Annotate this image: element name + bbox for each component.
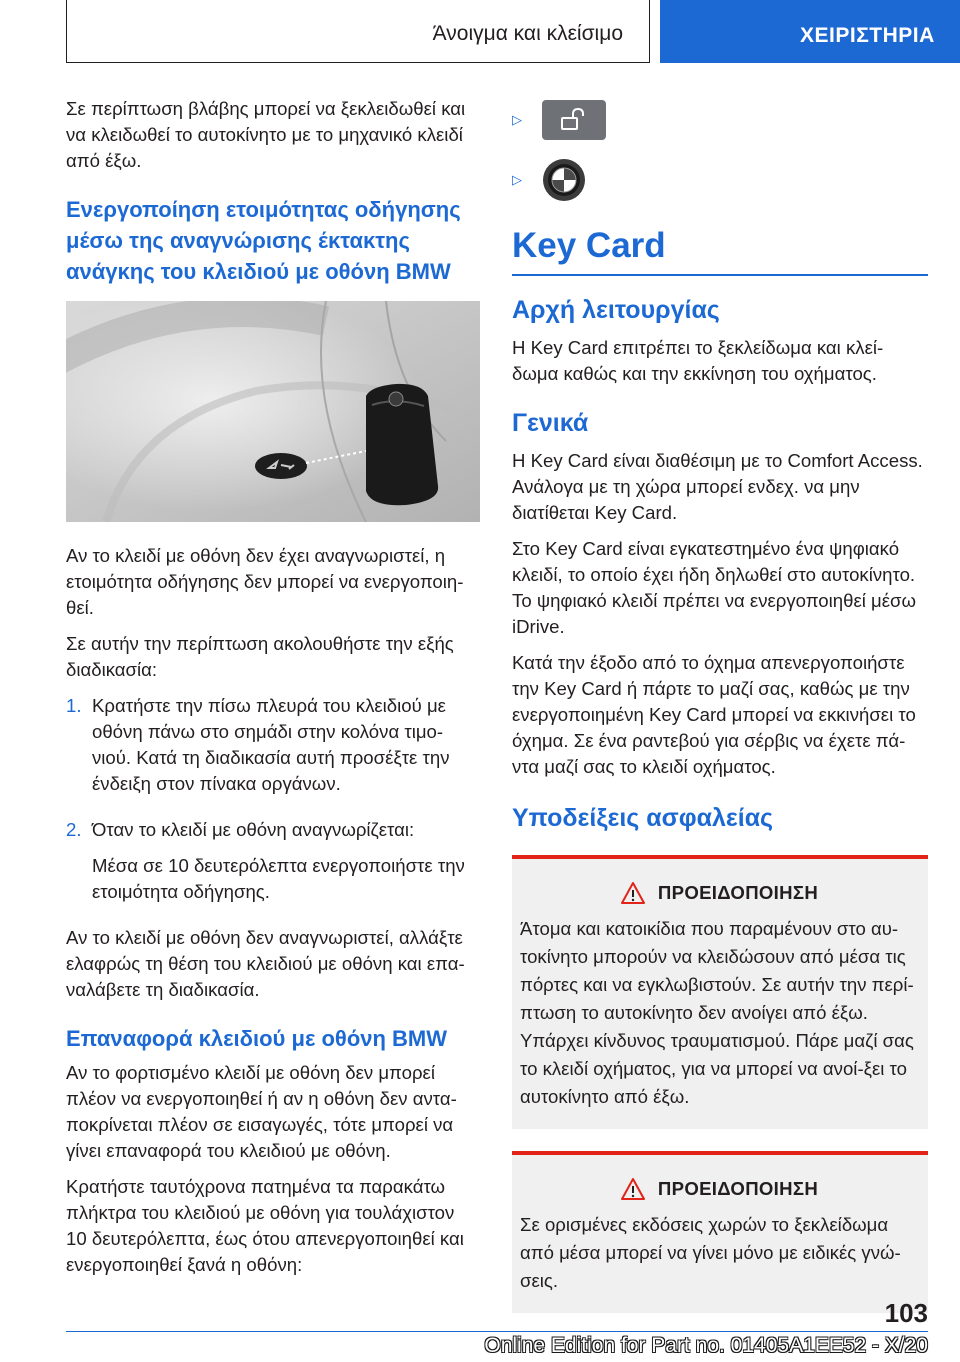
step-text: Κρατήστε την πίσω πλευρά του κλειδιού με οθόνη πάνω στο σημάδι στην κολόνα τιμο-νιού. Κατά τη διαδικασία αυτή προσέξτε την ένδειξη στον πίνακα οργάνων. bbox=[92, 695, 450, 794]
header-section-title: Άνοιγμα και κλείσιμο bbox=[432, 22, 623, 45]
warning-title: ΠΡΟΕΙΔΟΠΟΙΗΣΗ bbox=[657, 881, 819, 903]
header-chapter-tab[interactable] bbox=[660, 0, 960, 63]
step-number: 2. bbox=[66, 819, 82, 840]
steering-column-key-photo bbox=[66, 301, 480, 522]
general-paragraph-3: Κατά την έξοδο από το όχημα απενεργοποιήστε την Key Card ή πάρτε το μαζί σας, καθώς με την ενεργοποιημένη Key Card μπορεί να εκκινήσει το όχημα. Σε ένα ραντεβού για σέρβις να έχετε πά-ντα μαζί σας το κλειδί οχήματος. bbox=[512, 651, 916, 777]
procedure-paragraph: Σε αυτήν την περίπτωση ακολουθήστε την εξής διαδικασία: bbox=[66, 633, 454, 680]
heading-reset: Επαναφορά κλειδιού με οθόνη BMW bbox=[66, 1026, 448, 1051]
triangle-bullet-icon: ▷ bbox=[512, 172, 522, 187]
bmw-logo-icon bbox=[542, 158, 586, 202]
step-subtext: Μέσα σε 10 δευτερόλεπτα ενεργοποιήστε την ετοιμότητα οδήγησης. bbox=[92, 855, 465, 902]
heading-activation: Ενεργοποίηση ετοιμότητας οδήγησης μέσω της αναγνώρισης έκτακτης ανάγκης του κλειδιού με οθόνη BMW bbox=[66, 197, 461, 284]
heading-general: Γενικά bbox=[512, 408, 589, 437]
icon-item-unlock bbox=[512, 96, 928, 144]
warning-text: Άτομα και κατοικίδια που παραμένουν στο αυ-τοκίνητο μπορούν να κλειδώσουν από μέσα τις πόρτες και να εγκλωβιστούν. Σε αυτήν την περί-πτωση το αυτοκίνητο δεν ανοίγει από έξω. Υπάρχει κίνδυνος τραυματισμού. Πάρε μαζί σας το κλειδί οχήματος, για να μπορεί να ανοί-ξει το αυτοκίνητο από έξω. bbox=[520, 917, 914, 1107]
general-paragraph-1: Η Key Card είναι διαθέσιμη με το Comfort Access. Ανάλογα με τη χώρα μπορεί ενδεχ. να μην διατίθεται Key Card. bbox=[512, 449, 923, 523]
footer-divider bbox=[66, 1331, 928, 1332]
heading-divider bbox=[512, 274, 928, 276]
edition-note: Online Edition for Part no. 01405A1EE52 - X/20 bbox=[484, 1334, 928, 1357]
heading-principle: Αρχή λειτουργίας bbox=[512, 295, 720, 324]
step-1 bbox=[66, 693, 480, 807]
header-section-box bbox=[66, 0, 650, 63]
warning-triangle-icon bbox=[620, 881, 646, 905]
retry-paragraph: Αν το κλειδί με οθόνη δεν αναγνωριστεί, αλλάξτε ελαφρώς τη θέση του κλειδιού με οθόνη και επα-ναλάβετε τη διαδικασία. bbox=[66, 927, 465, 1000]
warning-box-2 bbox=[512, 1151, 928, 1313]
step-text: Όταν το κλειδί με οθόνη αναγνωρίζεται: bbox=[92, 819, 415, 840]
warning-triangle-icon bbox=[620, 1177, 646, 1201]
left-column bbox=[66, 96, 480, 1288]
unlock-button-icon bbox=[542, 100, 606, 140]
reset-paragraph-2: Κρατήστε ταυτόχρονα πατημένα τα παρακάτω πλήκτρα του κλειδιού με οθόνη για τουλάχιστον 10 δευτερόλεπτα, έως ότου απενεργοποιηθεί και ενεργοποιηθεί ξανά η οθόνη: bbox=[66, 1176, 464, 1275]
intro-paragraph: Σε περίπτωση βλάβης μπορεί να ξεκλειδωθεί και να κλειδωθεί το αυτοκίνητο με το μηχανικό κλειδί από έξω. bbox=[66, 98, 466, 171]
step-2 bbox=[66, 817, 480, 915]
step-number: 1. bbox=[66, 695, 82, 716]
warning-text: Σε ορισμένες εκδόσεις χωρών το ξεκλείδωμα από μέσα μπορεί να γίνει μόνο με ειδικές γνώ-σεις. bbox=[520, 1213, 901, 1291]
general-paragraph-2: Στο Key Card είναι εγκατεστημένο ένα ψηφιακό κλειδί, το οποίο έχει ήδη δηλωθεί στο αυτοκίνητο. Το ψηφιακό κλειδί πρέπει να ενεργοποιηθεί μέσω iDrive. bbox=[512, 537, 917, 637]
heading-safety: Υποδείξεις ασφαλείας bbox=[512, 803, 774, 832]
heading-key-card: Key Card bbox=[512, 226, 666, 265]
right-column bbox=[512, 96, 928, 1335]
not-recognized-paragraph: Αν το κλειδί με οθόνη δεν έχει αναγνωριστεί, η ετοιμότητα οδήγησης δεν μπορεί να ενεργοποιη-θεί. bbox=[66, 545, 464, 618]
warning-title: ΠΡΟΕΙΔΟΠΟΙΗΣΗ bbox=[657, 1177, 819, 1199]
warning-box-1 bbox=[512, 855, 928, 1129]
procedure-steps bbox=[66, 693, 480, 915]
icon-item-bmw bbox=[512, 156, 928, 204]
principle-paragraph: Η Key Card επιτρέπει το ξεκλείδωμα και κλεί-δωμα καθώς και την εκκίνηση του οχήματος. bbox=[512, 336, 884, 384]
header-chapter-title: ΧΕΙΡΙΣΤΗΡΙΑ bbox=[800, 24, 935, 47]
page-number: 103 bbox=[884, 1298, 928, 1328]
reset-paragraph-1: Αν το φορτισμένο κλειδί με οθόνη δεν μπορεί πλέον να ενεργοποιηθεί ή αν η οθόνη δεν αντα-ποκρίνεται πλέον σε εισαγωγές, τότε μπορεί να γίνει επαναφορά του κλειδιού με οθόνη. bbox=[66, 1062, 457, 1161]
triangle-bullet-icon: ▷ bbox=[512, 112, 522, 127]
